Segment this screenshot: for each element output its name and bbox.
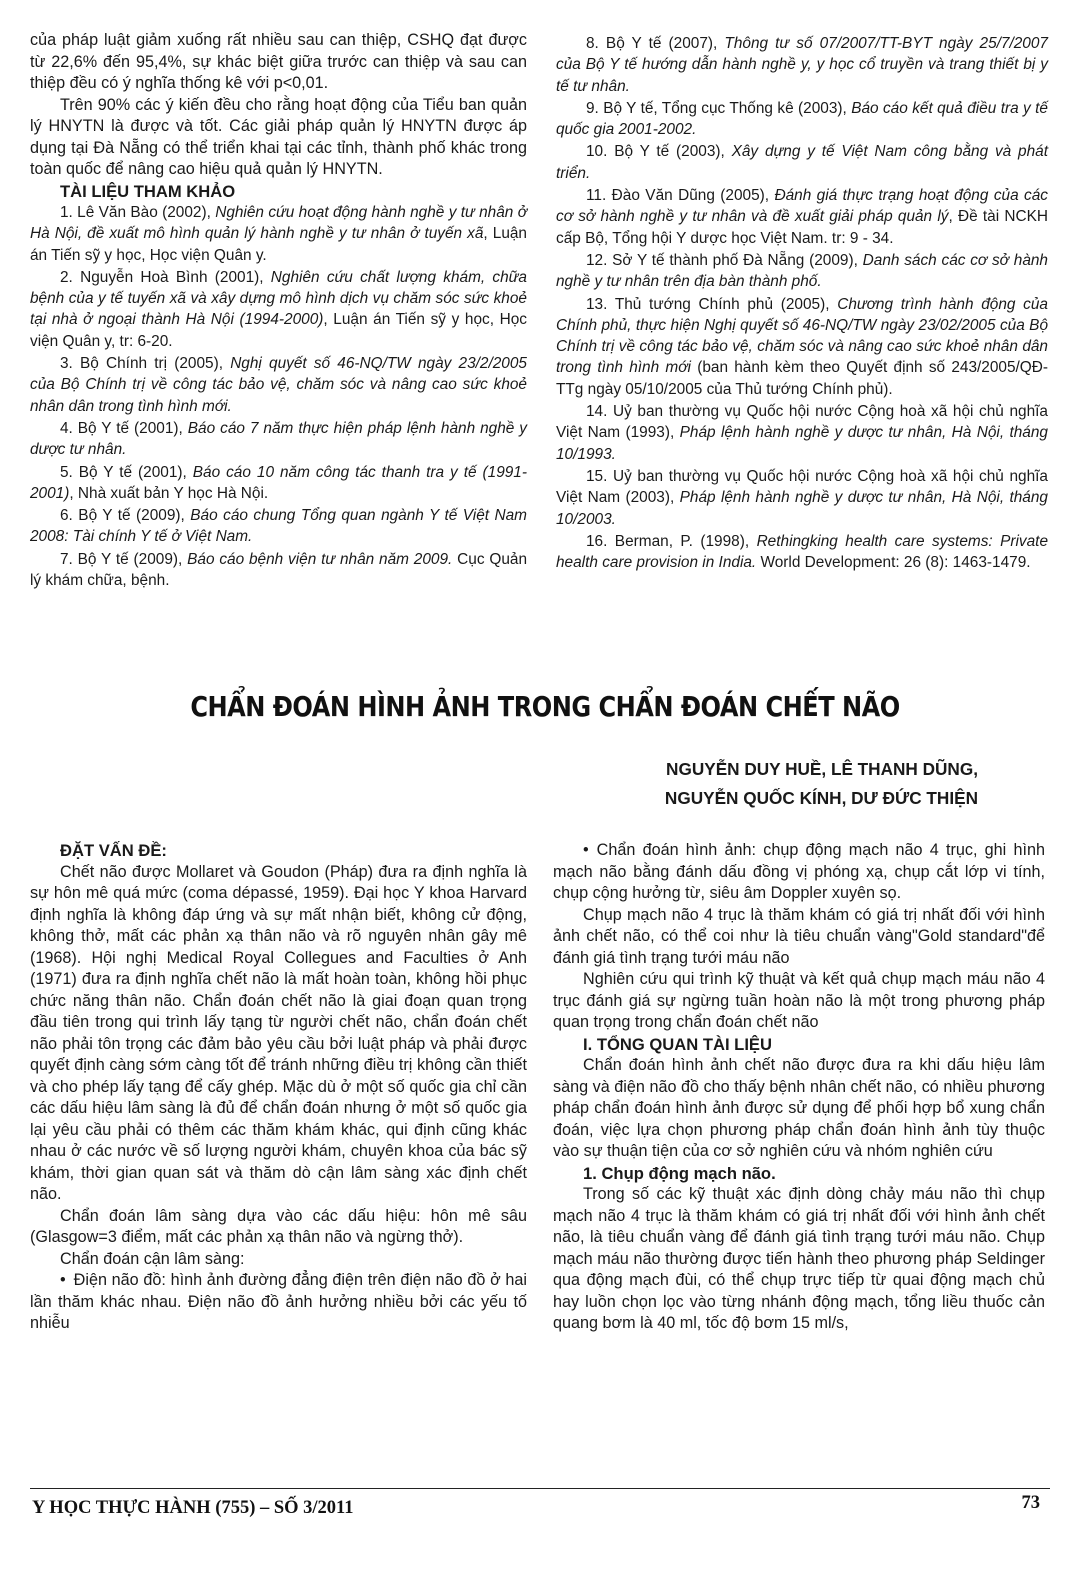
paragraph: Chẩn đoán cận lâm sàng: [60,1249,245,1268]
paragraph: Chẩn đoán lâm sàng dựa vào các dấu hiệu: hôn mê sâu (Glasgow=3 điểm, mất các phản xạ thân não và ngừng thở). [30,1206,527,1246]
reference-item: 5. Bộ Y tế (2001), Báo cáo 10 năm công tác thanh tra y tế (1991-2001), Nhà xuất bản Y học Hà Nội. [30,463,527,502]
journal-footer: Y HỌC THỰC HÀNH (755) – SỐ 3/2011 [32,1498,354,1518]
reference-item: 4. Bộ Y tế (2001), Báo cáo 7 năm thực hiện pháp lệnh hành nghề y dược tư nhân. [30,419,527,459]
article-authors [665,755,978,813]
previous-article-right-column [556,33,1048,574]
reference-item: 8. Bộ Y tế (2007), Thông tư số 07/2007/TT-BYT ngày 25/7/2007 của Bộ Y tế hướng dẫn hành nghề y, y học cổ truyền và trang thiết bị y tế tư nhân. [556,35,1048,95]
reference-list [30,202,527,591]
reference-item: 2. Nguyễn Hoà Bình (2001), Nghiên cứu chất lượng khám, chữa bệnh của y tế tuyến xã và xây dựng mô hình dịch vụ chăm sóc sức khoẻ tại nhà ở ngoại thành Hà Nội (1994-2000), Luận án Tiến sỹ y học, Học viện Quân y, tr: 6-20. [30,268,527,350]
authors-line: NGUYỄN DUY HUỀ, LÊ THANH DŨNG, [666,759,978,779]
paragraph: Chết não được Mollaret và Goudon (Pháp) đưa ra định nghĩa là sự hôn mê quá mức (coma dépassé, 1959). Đại học Y khoa Harvard định nghĩa là không đáp ứng và sự mất nhận biết, không cử động, không thở, mất các phản xạ thân não và rõ nguyên nhân gây mê (1968). Hội nghị Medical Royal Collegues and Faculties ở Anh (1971) đưa ra định nghĩa chết não là mất hoàn toàn, không hồi phục chức năng thân não. Chẩn đoán chết não là giai đoạn quan trọng đầu tiên trong qui trình lấy tạng từ người chết não, chẩn đoán chết não phải tôn trọng các đảm bảo yêu cầu bởi luật pháp và phải được quyết định càng sớm càng tốt để tránh những điều trị không cần thiết và cho phép lấy tạng để cấy ghép. Mặc dù ở một số quốc gia chỉ cần các dấu hiệu lâm sàng là đủ để chẩn đoán nhưng ở một số quốc gia lại yêu cầu phải có thêm các thăm khám khác, qui định cũng khác nhau ở các nước về số lượng người khám, chuyên khoa của bác sỹ khám, thời gian quan sát và thăm dò cận lâm sàng xác định chết não. [30,862,527,1203]
reference-item: 12. Sở Y tế thành phố Đà Nẵng (2009), Danh sách các cơ sở hành nghề y tư nhân trên địa bàn thành phố. [556,251,1048,291]
reference-item: 9. Bộ Y tế, Tổng cục Thống kê (2003), Báo cáo kết quả điều tra y tế quốc gia 2001-2002. [556,99,1048,139]
reference-item: 14. Uỷ ban thường vụ Quốc hội nước Cộng hoà xã hội chủ nghĩa Việt Nam (1993), Pháp lệnh hành nghề y dược tư nhân, Hà Nội, tháng 10/1993. [556,403,1048,463]
paragraph: Chẩn đoán hình ảnh chết não được đưa ra khi dấu hiệu lâm sàng và điện não đồ cho thấy bệnh nhân chết não, có nhiều phương pháp chẩn đoán hình ảnh được sử dụng để phối hợp bổ xung chẩn đoán, việc lựa chọn phương pháp chẩn đoán hình ảnh tùy thuộc vào sự thuận tiện của cơ sở nghiên cứu và nhóm nghiên cứu [553,1056,1045,1160]
paragraph: Nghiên cứu qui trình kỹ thuật và kết quả chụp mạch máu não 4 trục đánh giá sự ngừng tuần hoàn não là một trong phương pháp quan trọng trong chẩn đoán chết não [553,970,1045,1031]
bullet-item: • Điện não đồ: hình ảnh đường đẳng điện trên điện não đồ ở hai lần thăm khác nhau. Điện não đồ ảnh hưởng nhiều bởi các yếu tố nhiễu [30,1270,527,1335]
reference-item: 1. Lê Văn Bào (2002), Nghiên cứu hoạt động hành nghề y tư nhân ở Hà Nội, đề xuất mô hình quản lý hành nghề y tư nhân ở tuyến xã, Luận án Tiến sỹ y học, Học viện Quân y. [30,204,527,264]
bullet-item: • Chẩn đoán hình ảnh: chụp động mạch não 4 trục, ghi hình mạch não bằng đánh dấu đồng vị phóng xạ, chụp cắt lớp vi tính, chụp cộng hưởng từ, siêu âm Doppler xuyên sọ. [553,840,1045,905]
section-heading: I. TỔNG QUAN TÀI LIỆU [583,1034,772,1054]
footer-rule [30,1488,1050,1489]
reference-item: 13. Thủ tướng Chính phủ (2005), Chương trình hành động của Chính phủ, thực hiện Nghị quyết số 46-NQ/TW ngày 23/02/2005 của Bộ Chính trị về công tác bảo vệ, chăm sóc và nâng cao sức khoẻ nhân dân trong tình hình mới (ban hành kèm theo Quyết định số 243/2005/QĐ-TTg ngày 05/10/2005 của Thủ tướng Chính phủ). [556,295,1049,398]
reference-item: 10. Bộ Y tế (2003), Xây dựng y tế Việt Nam công bằng và phát triển. [556,143,1048,182]
reference-item: 6. Bộ Y tế (2009), Báo cáo chung Tổng quan ngành Y tế Việt Nam 2008: Tài chính Y tế ở Việt Nam. [30,507,527,546]
subsection-heading: 1. Chụp động mạch não. [583,1163,776,1183]
paragraph: Trên 90% các ý kiến đều cho rằng hoạt động của Tiểu ban quản lý HNYTN là được và tốt. Các giải pháp quản lý HNYTN được áp dụng tại Đà Nẵng có thể triển khai tại các tỉnh, thành phố khác trong toàn quốc để nâng cao hiệu quả quản lý HNYTN. [30,95,527,178]
references-heading: TÀI LIỆU THAM KHẢO [60,181,236,201]
section-heading: ĐẶT VẤN ĐỀ: [60,841,167,860]
reference-item: 16. Berman, P. (1998), Rethingking health care systems: Private health care provision in India. World Development: 26 (8): 1463-1479. [556,532,1048,572]
reference-item: 7. Bộ Y tế (2009), Báo cáo bệnh viện tư nhân năm 2009. Cục Quản lý khám chữa, bệnh. [30,550,528,590]
paragraph: Chụp mạch não 4 trục là thăm khám có giá trị nhất đối với hình ảnh chết não, có thể coi như là tiêu chuẩn vàng"Gold standard"để đánh giá tình trạng tưới máu não [553,905,1045,967]
article-right-column [553,840,1045,1335]
authors-line: NGUYỄN QUỐC KÍNH, DƯ ĐỨC THIỆN [664,788,978,808]
previous-article-left-column [30,30,527,592]
reference-item: 11. Đào Văn Dũng (2005), Đánh giá thực trạng hoạt động của các cơ sở hành nghề y tư nhân và đề xuất giải pháp quản lý, Đề tài NCKH cấp Bộ, Tổng hội Y dược học Việt Nam. tr: 9 - 34. [556,187,1049,247]
paragraph: Trong số các kỹ thuật xác định dòng chảy máu não thì chụp mạch não 4 trục là thăm khám có giá trị nhất đối với hình ảnh chết não, là tiêu chuẩn vàng để đánh giá tình trạng tưới máu não. Chụp mạch máu não thường được tiến hành theo phương pháp Seldinger qua động mạch đùi, có thể chụp trực tiếp từ quai động mạch chủ hay luồn chọn lọc vào từng nhánh động mạch, tổng liều thuốc cản quang bơm là 40 ml, tốc độ bơm 15 ml/s, [553,1185,1045,1332]
article-title: CHẨN ĐOÁN HÌNH ẢNH TRONG CHẨN ĐOÁN CHẾT NÃO [190,690,900,723]
paragraph: của pháp luật giảm xuống rất nhiều sau can thiệp, CSHQ đạt được từ 22,6% đến 95,4%, sự khác biệt giữa trước can thiệp và sau can thiệp đều có ý nghĩa thống kê với p<0,01. [30,31,527,92]
article-left-column [30,840,527,1335]
reference-item: 3. Bộ Chính trị (2005), Nghị quyết số 46-NQ/TW ngày 23/2/2005 của Bộ Chính trị về công tác bảo vệ, chăm sóc và nâng cao sức khoẻ nhân dân trong tình hình mới. [30,355,527,415]
reference-item: 15. Uỷ ban thường vụ Quốc hội nước Cộng hoà xã hội chủ nghĩa Việt Nam (2003), Pháp lệnh hành nghề y dược tư nhân, Hà Nội, tháng 10/2003. [556,467,1048,528]
page-number: 73 [1021,1493,1040,1513]
